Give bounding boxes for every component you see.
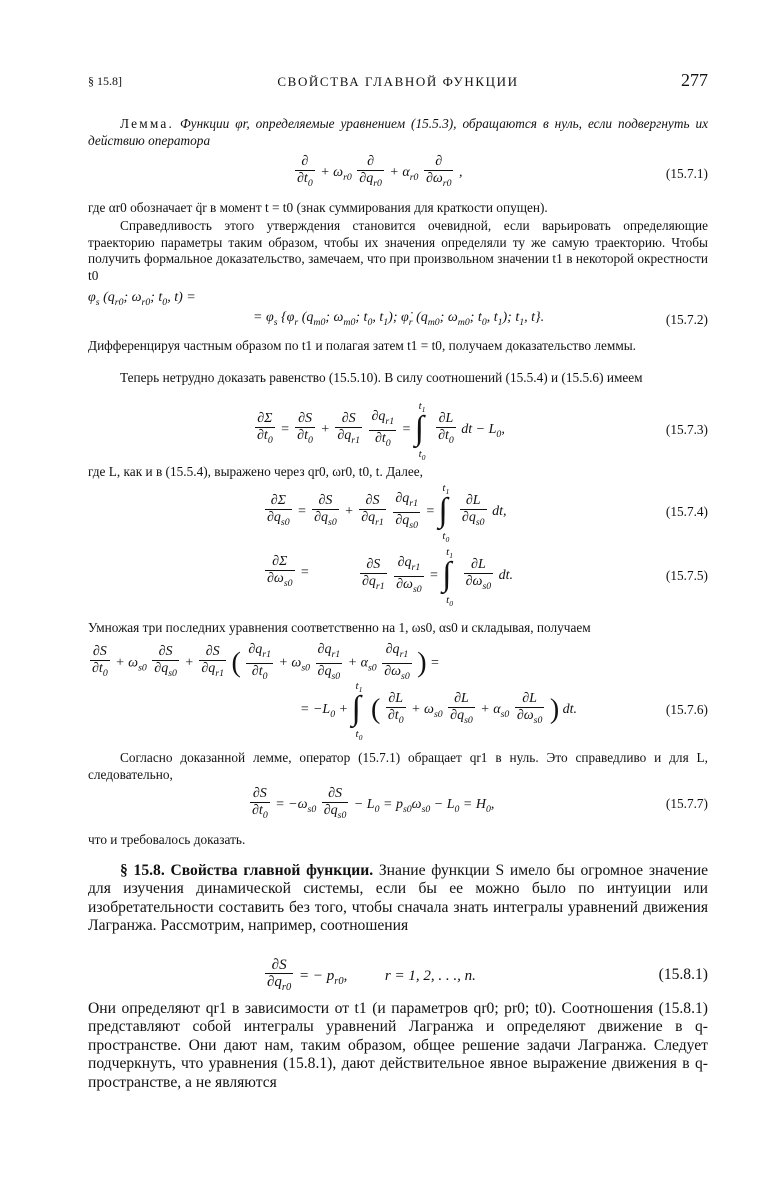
equation-number: (15.7.7) — [665, 796, 708, 811]
section-title: § 15.8. Свойства главной функции. — [120, 862, 374, 879]
equation-number: (15.7.6) — [665, 702, 708, 717]
equation-15-8-1: $\frac{\partial S}{\partial q_{r0}}$ = − $p_{r0}$, r = 1, 2, . . ., n. (15.8.1) — [88, 955, 708, 995]
lemma-label: Лемма. — [120, 116, 174, 131]
paragraph-where-alpha: где αr0 обозначает q̈r в момент t = t0 (знак суммирования для краткости опущен). — [88, 200, 548, 215]
paragraph-qed: что и требовалось доказать. — [88, 832, 246, 847]
header-section: § 15.8] — [88, 74, 122, 88]
paragraph-justification: Справедливость этого утверждения становится очевидной, если варьировать определяющие траекторию параметры таким образом, чтобы их значения определяли ту же самую траекторию. Чтобы получить формальное доказательство, замечаем, что при произвольном значении t1 в некоторой окрестности t0 — [88, 218, 708, 283]
equation-number: (15.7.2) — [665, 312, 708, 327]
page-number: 277 — [681, 70, 708, 90]
lemma-text: Функции φr, определяемые уравнением (15.5.3), обращаются в нуль, если подвергнуть их действию оператора — [88, 116, 709, 148]
equation-15-7-1: $\frac{\partial}{\partial t_0}$ + $\omega_{r0}$ $\frac{\partial}{\partial q_{r0}}$ + $\alpha_{r0}$ $\frac{\partial}{\partial\omega_{r0}}$ , (15.7.1) — [88, 154, 708, 194]
paragraph-multiply: Умножая три последних уравнения соответственно на 1, ωs0, αs0 и складывая, получаем — [88, 620, 591, 635]
equation-15-7-3: $\frac{\partial\Sigma}{\partial t_0}$ = $\frac{\partial S}{\partial t_0}$ + $\frac{\partial S}{\partial q_{r1}}$ $\frac{\partial q_{r1}}{\partial t_0}$ = ∫ $t_1$ $t_0$ $\frac{\partial L}{\partial t_0}$ dt − $L_0$, (15.7.3) — [257, 400, 708, 462]
paragraph-now: Теперь нетрудно доказать равенство (15.5.10). В силу соотношений (15.5.4) и (15.5.6) имеем — [120, 370, 643, 385]
equation-number: (15.7.5) — [665, 568, 708, 583]
equation-number: (15.7.3) — [665, 422, 708, 437]
lemma-paragraph — [88, 116, 708, 149]
equation-15-7-2: $\varphi_s$ ($q_{r0}$; $\omega_{r0}$; $t_0$, t) = = $\varphi_s$ {$\varphi_r$ ($q_{m0}$; $\omega_{m0}$; $t_0$, $t_1$); $\varphi̇_r$ ($q_{m0}$; $\omega_{m0}$; $t_0$, $t_1$); $t_1$, t}. (15.7.2) — [88, 290, 708, 328]
running-header — [88, 70, 708, 92]
paragraph-differentiating: Дифференцируя частным образом по t1 и полагая затем t1 = t0, получаем доказательство леммы. — [88, 338, 636, 353]
equation-15-7-4: $\frac{\partial\Sigma}{\partial q_{s0}}$ = $\frac{\partial S}{\partial q_{s0}}$ + $\frac{\partial S}{\partial q_{r1}}$ $\frac{\partial q_{r1}}{\partial q_{s0}}$ = ∫ $t_1$ $t_0$ $\frac{\partial L}{\partial q_{s0}}$ dt, (15.7.4) — [267, 482, 708, 544]
paragraph-according: Согласно доказанной лемме, оператор (15.7.1) обращает qr1 в нуль. Это справедливо и для L, следовательно, — [88, 750, 708, 782]
equation-15-7-6: $\frac{\partial S}{\partial t_0}$ + $\omega_{s0}$ $\frac{\partial S}{\partial q_{s0}}$ + $\frac{\partial S}{\partial q_{r1}}$ ( $\frac{\partial q_{r1}}{\partial t_0}$ + $\omega_{s0}$ $\frac{\partial q_{r1}}{\partial q_{s0}}$ + $\alpha_{s0}$ $\frac{\partial q_{r1}}{\partial\omega_{s0}}$ ) = = $-L_0$ + ∫ $t_1$ $t_0$ ( $\frac{\partial L}{\partial t_0}$ + $\omega_{s0}$ $\frac{\partial L}{\partial q_{s0}}$ + $\alpha_{s0}$ $\frac{\partial L}{\partial\omega_{s0}}$ ) dt. (15.7.6) — [92, 642, 708, 742]
header-title: СВОЙСТВА ГЛАВНОЙ ФУНКЦИИ — [277, 74, 519, 89]
equation-number: (15.7.1) — [665, 166, 708, 181]
equation-number: (15.7.4) — [665, 504, 708, 519]
equation-15-7-7: $\frac{\partial S}{\partial t_0}$ = $-\omega_{s0}$ $\frac{\partial S}{\partial q_{s0}}$ − $L_0 = p_{s0}\omega_{s0} - L_0 = H_0$, (15.7.7) — [88, 784, 708, 824]
equation-15-7-5: $\frac{\partial\Sigma}{\partial\omega_{s0}}$ = $\frac{\partial S}{\partial q_{r1}}$ $\frac{\partial q_{r1}}{\partial\omega_{s0}}$ = ∫ $t_1$ $t_0$ $\frac{\partial L}{\partial\omega_{s0}}$ dt. (15.7.5) — [267, 546, 708, 608]
paragraph-where-L: где L, как и в (15.5.4), выражено через qr0, ωr0, t0, t. Далее, — [88, 464, 423, 479]
paragraph-final: Они определяют qr1 в зависимости от t1 (и параметров qr0; pr0; t0). Соотношения (15.8.1) представляют собой интегралы уравнений Лагранжа и определяют движение в q-пространстве. Они дают нам, таким образом, общее решение задачи Лагранжа. Следует подчеркнуть, что уравнения (15.8.1), дают действительное явное выражение движения в q-пространстве, а не являются — [88, 1000, 708, 1091]
equation-number: (15.8.1) — [658, 966, 708, 983]
section-15-8 — [88, 862, 708, 936]
section-text: Знание функции S имело бы огромное значение для изучения динамической системы, если бы ее можно было по интуиции или изобретательности составить без того, чтобы сначала знать интегралы уравнений движения Лагранжа. Рассмотрим, например, соотношения — [88, 862, 708, 935]
